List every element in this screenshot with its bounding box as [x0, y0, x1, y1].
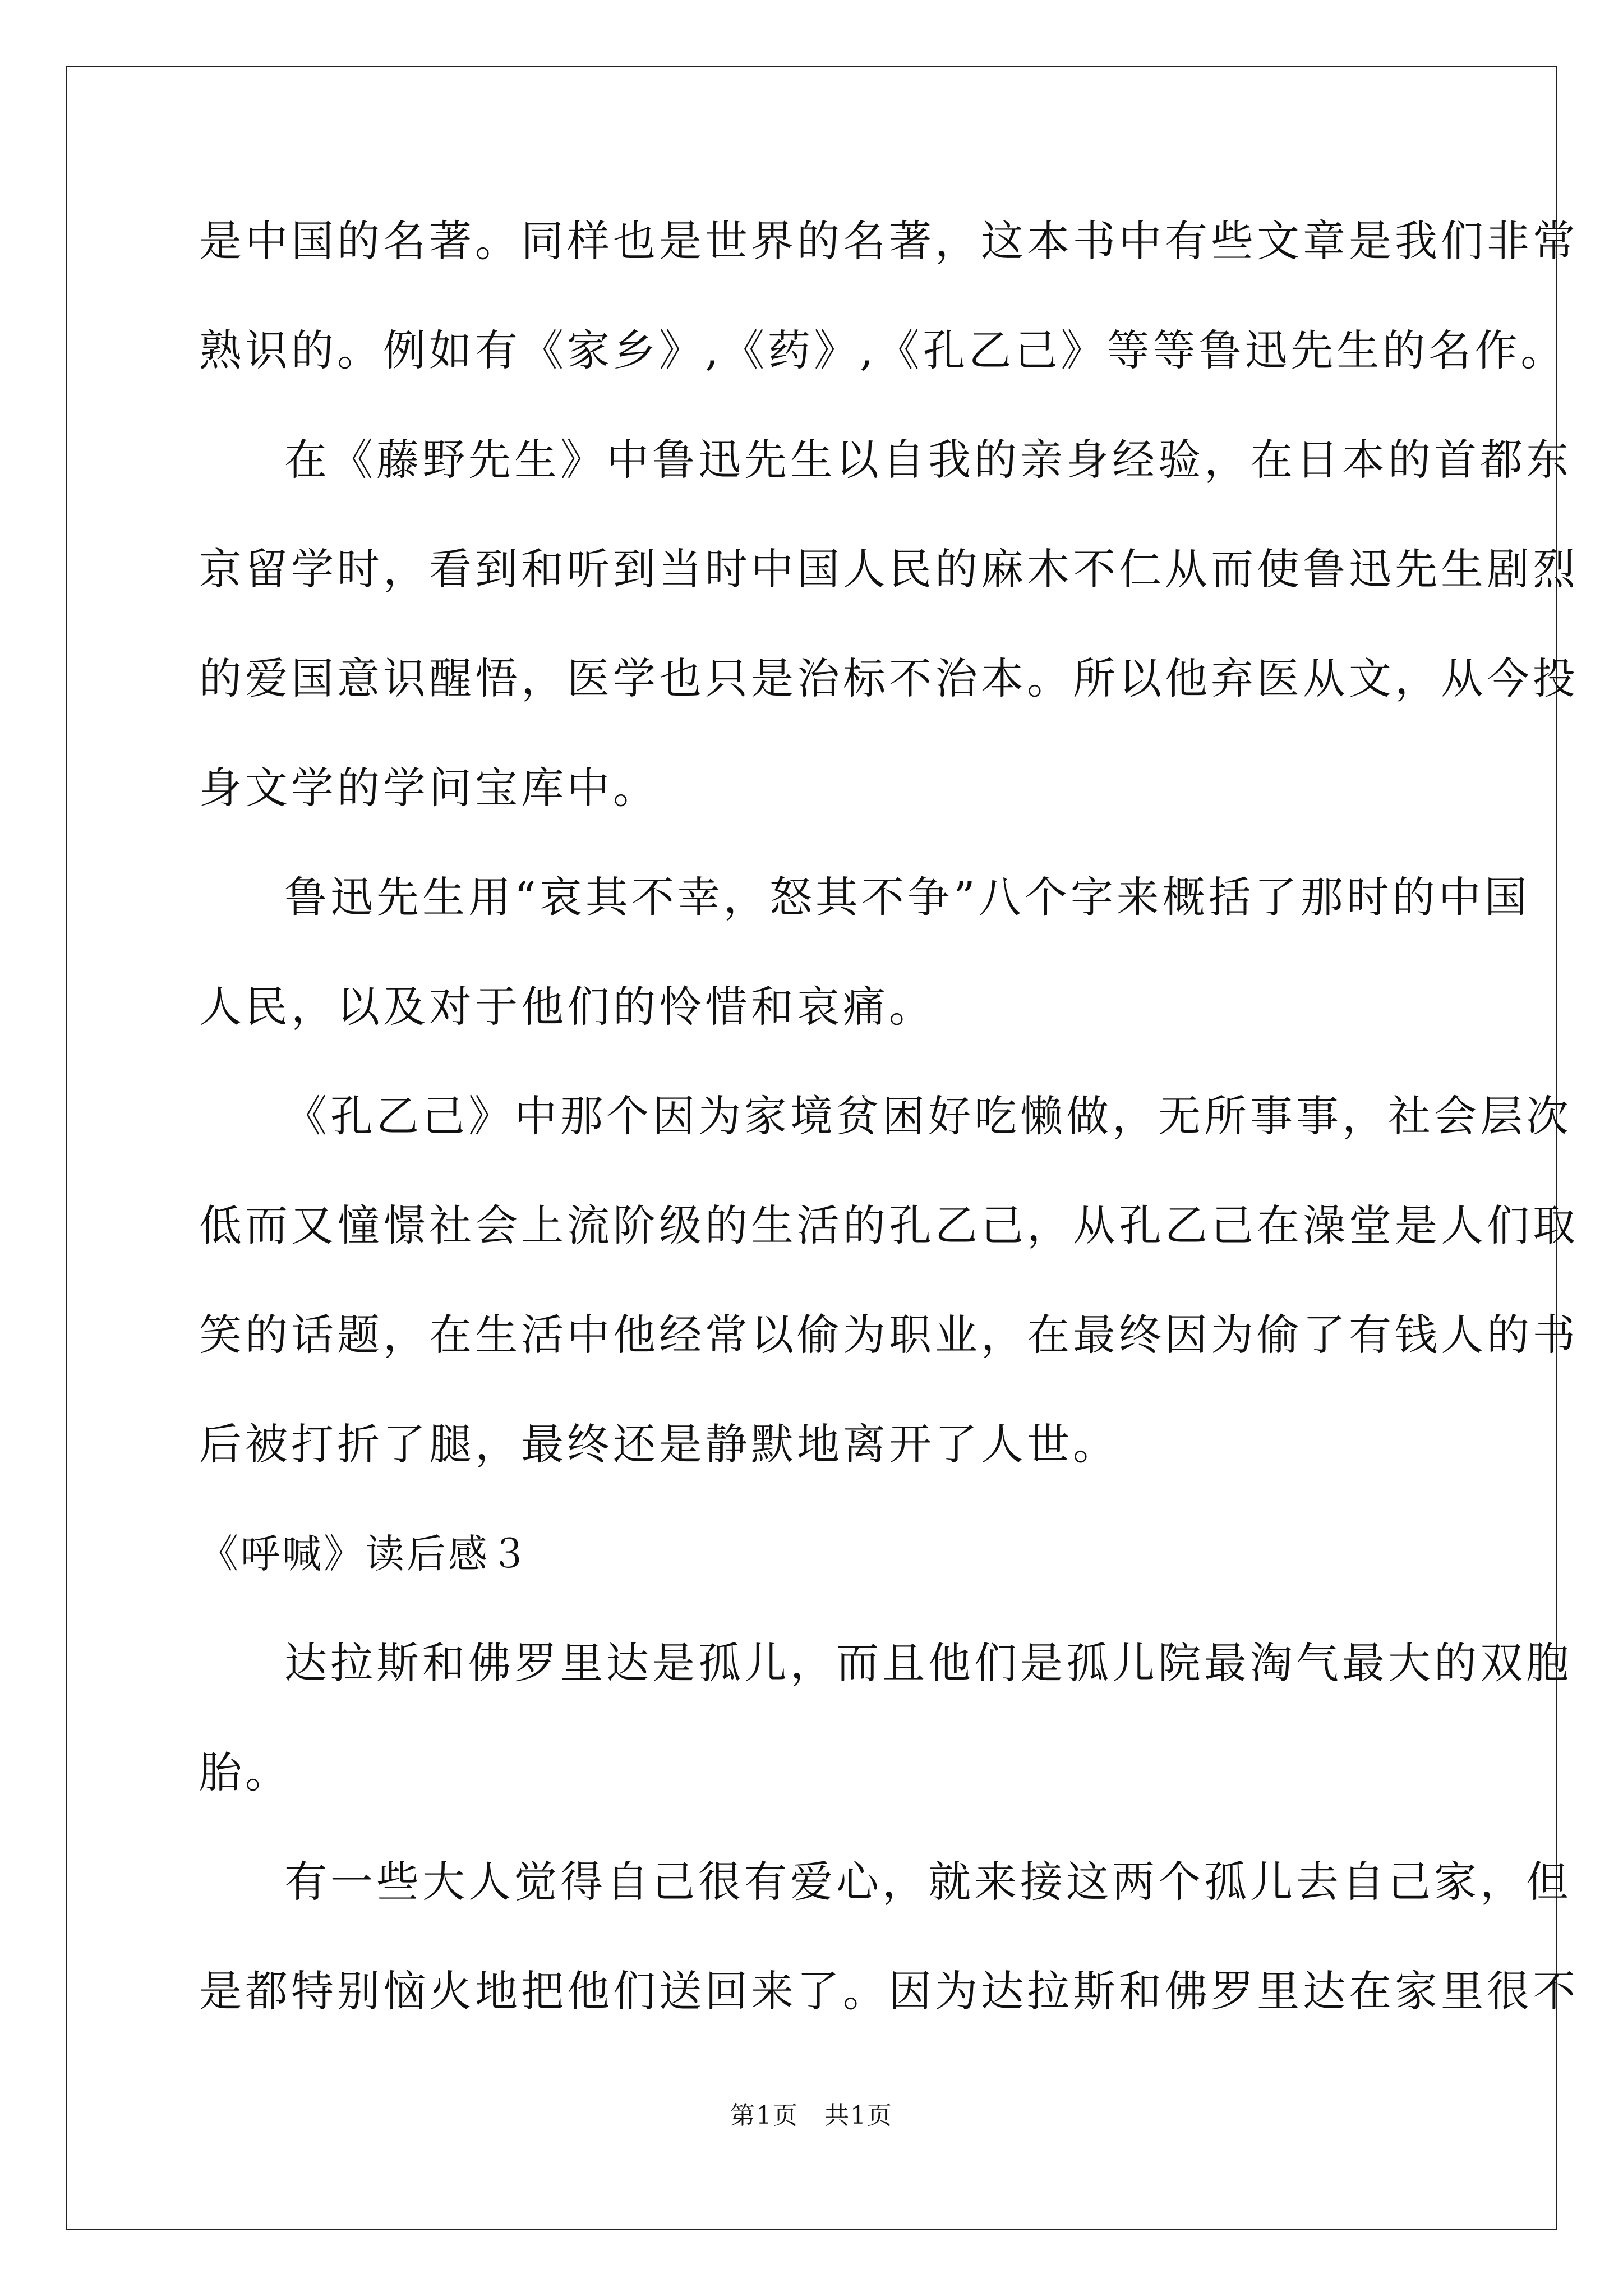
text-line: 《孔乙己》中那个因为家境贫困好吃懒做，无所事事，社会层次	[284, 1091, 1572, 1141]
text-line: 是都特别恼火地把他们送回来了。因为达拉斯和佛罗里达在家里很不	[199, 1966, 1579, 2016]
text-line: 有一些大人觉得自己很有爱心，就来接这两个孤儿去自己家，但	[284, 1857, 1572, 1907]
text-line: 熟识的。例如有《家乡》,《药》,《孔乙己》等等鲁迅先生的名作。	[199, 325, 1567, 375]
text-line: 鲁迅先生用“哀其不幸，怒其不争”八个字来概括了那时的中国	[284, 872, 1530, 922]
text-line: 达拉斯和佛罗里达是孤儿，而且他们是孤儿院最淘气最大的双胞	[284, 1638, 1572, 1688]
text-line: 身文学的学问宝库中。	[199, 763, 659, 813]
text-line: 是中国的名著。同样也是世界的名著，这本书中有些文章是我们非常	[199, 216, 1579, 266]
text-line: 低而又憧憬社会上流阶级的生活的孔乙己，从孔乙己在澡堂是人们取	[199, 1200, 1579, 1250]
text-line: 笑的话题，在生活中他经常以偷为职业，在最终因为偷了有钱人的书	[199, 1310, 1579, 1360]
document-body	[199, 213, 1579, 2019]
text-line: 在《藤野先生》中鲁迅先生以自我的亲身经验，在日本的首都东	[284, 435, 1572, 485]
text-line: 的爱国意识醒悟，医学也只是治标不治本。所以他弃医从文，从今投	[199, 654, 1579, 703]
text-line: 胎。	[199, 1747, 291, 1797]
section-heading: 《呼喊》读后感３	[199, 1531, 531, 1577]
text-line: 人民，以及对于他们的怜惜和哀痛。	[199, 982, 935, 1032]
text-line: 京留学时，看到和听到当时中国人民的麻木不仁从而使鲁迅先生剧烈	[199, 544, 1579, 594]
page-footer: 第1页 共1页	[730, 2101, 893, 2130]
text-line: 后被打折了腿，最终还是静默地离开了人世。	[199, 1419, 1119, 1469]
